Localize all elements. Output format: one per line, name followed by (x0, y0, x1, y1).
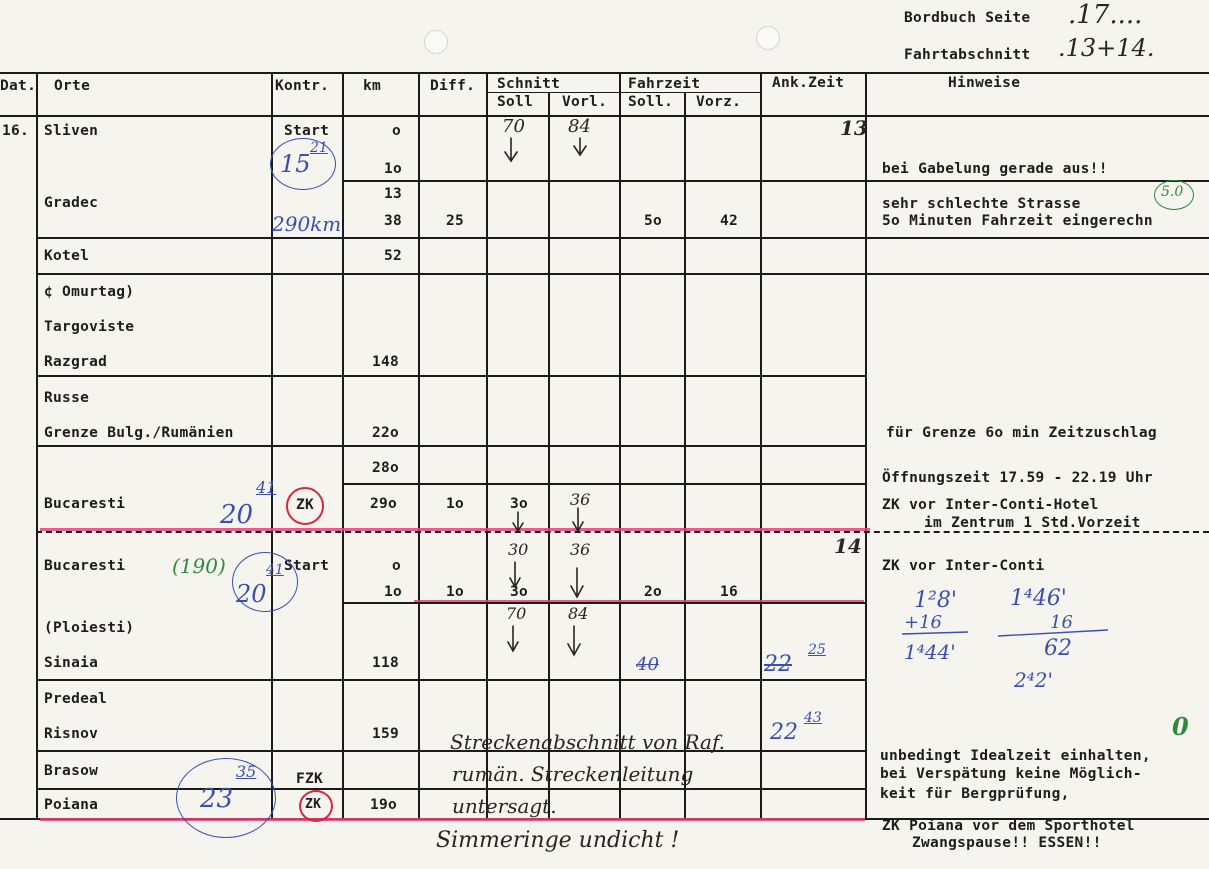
bordbuch-value: .17.... (1068, 0, 1143, 30)
hinweis-zk-inter-conti: ZK vor Inter-Conti (882, 558, 1045, 574)
schnitt-soll-30-2: 3o (510, 584, 529, 600)
schnitt-soll-30-1: 3o (510, 496, 529, 512)
hw-soll-30-c: 30 (508, 540, 529, 559)
col-dat: Dat. (0, 78, 37, 94)
km-159: 159 (372, 726, 400, 742)
place-predeal: Predeal (44, 691, 108, 707)
hw-calc-2: +16 (904, 612, 942, 633)
place-razgrad: Razgrad (44, 354, 108, 370)
km-o-2: o (392, 558, 402, 574)
arrow-soll-4 (508, 626, 518, 651)
arrow-soll-2 (513, 512, 523, 531)
hw-calc-7: 2⁴2' (1014, 668, 1053, 692)
hw-time-35: 35 (236, 762, 257, 781)
km-118: 118 (372, 655, 400, 671)
hinweis-bergpruefung: keit für Bergprüfung, (880, 786, 1070, 802)
calc-line-2 (998, 630, 1108, 636)
kontr-start-2: Start (284, 558, 330, 574)
hw-zero: 0 (1172, 712, 1189, 741)
km-290: 29o (370, 496, 398, 512)
hinweis-strasse: sehr schlechte Strasse (882, 196, 1081, 212)
hinweis-zk-poiana: ZK Poiana vor dem Sporthotel (882, 818, 1135, 834)
col-kontr: Kontr. (275, 78, 330, 94)
hw-vorl-84-1: 84 (568, 116, 591, 137)
fahrzeit-soll-50: 5o (644, 213, 663, 229)
place-kotel: Kotel (44, 248, 90, 264)
bordbuch-label: Bordbuch Seite (904, 10, 1031, 26)
abschnitt-label: Fahrtabschnitt (904, 47, 1031, 63)
hw-struck-22: 22 (764, 652, 792, 677)
hw-note-line-4: Simmeringe undicht ! (436, 828, 680, 853)
hw-note-line-3: untersagt. (452, 794, 557, 818)
col-fahrzeit: Fahrzeit (628, 76, 701, 92)
hw-calc-5: 16 (1050, 612, 1073, 633)
hinweis-fahrzeit: 5o Minuten Fahrzeit eingerechn (882, 213, 1153, 229)
hw-time-25: 25 (808, 642, 826, 658)
place-sliven: Sliven (44, 123, 99, 139)
hinweis-zentrum: im Zentrum 1 Std.Vorzeit (924, 515, 1141, 531)
kontr-fzk: FZK (296, 771, 324, 787)
diff-10-1: 1o (446, 496, 465, 512)
hw-time-20-b: 20 (236, 580, 267, 608)
col-hinweise: Hinweise (948, 75, 1021, 91)
hw-note-line-1: Streckenabschnitt von Raf. (450, 730, 726, 754)
km-220: 22o (372, 425, 400, 441)
col-fahrzeit-soll: Soll. (628, 94, 674, 110)
place-brasow: Brasow (44, 763, 99, 779)
col-soll: Soll (497, 94, 534, 110)
hw-vorl-36-1: 36 (570, 490, 591, 509)
place-grenze: Grenze Bulg./Rumänien (44, 425, 234, 441)
place-sinaia: Sinaia (44, 655, 99, 671)
arrow-vorl-4 (568, 626, 580, 655)
hw-vorl-36-2: 36 (570, 540, 591, 559)
hw-290km: 290km (272, 212, 342, 236)
arrow-vorl-3 (571, 568, 583, 597)
col-vorl: Vorl. (562, 94, 608, 110)
km-o-1: o (392, 123, 402, 139)
fahrzeit-soll-20: 2o (644, 584, 663, 600)
place-targoviste: Targoviste (44, 319, 135, 335)
km-10-2: 1o (384, 584, 403, 600)
km-190: 19o (370, 797, 398, 813)
hw-soll-70-1: 70 (502, 116, 525, 137)
km-10-1: 1o (384, 161, 403, 177)
hw-time-20-a: 20 (220, 500, 254, 530)
hw-segment-14: 14 (834, 534, 862, 558)
col-fahrzeit-vorz: Vorz. (696, 94, 742, 110)
col-schnitt: Schnitt (497, 76, 561, 92)
kontr-zk-1: ZK (296, 497, 315, 513)
place-russe: Russe (44, 390, 90, 406)
hinweis-idealzeit: unbedingt Idealzeit einhalten, (880, 748, 1151, 764)
kontr-start-1: Start (284, 123, 330, 139)
col-diff: Diff. (430, 78, 476, 94)
hinweis-grenze: für Grenze 6o min Zeitzuschlag (886, 425, 1157, 441)
calc-line-1 (902, 632, 968, 634)
hw-vorl-84-2: 84 (568, 604, 589, 623)
fahrzeit-vorz-16: 16 (720, 584, 739, 600)
place-bucaresti-2: Bucaresti (44, 558, 126, 574)
arrow-soll-3 (510, 562, 520, 587)
col-km: km (363, 78, 382, 94)
hw-time-21: 21 (310, 140, 328, 156)
hw-time-22: 22 (770, 720, 798, 745)
place-poiana: Poiana (44, 797, 99, 813)
hw-struck-40: 40 (636, 654, 659, 675)
abschnitt-value: .13+14. (1058, 34, 1155, 62)
place-gradec: Gradec (44, 195, 99, 211)
col-ank-zeit: Ank.Zeit (772, 75, 845, 91)
hw-segment-13: 13 (840, 116, 868, 140)
kontr-zk-2: ZK (305, 797, 322, 812)
km-38: 38 (384, 213, 403, 229)
diff-10-2: 1o (446, 584, 465, 600)
hw-time-41-a: 41 (256, 478, 277, 497)
hinweis-oeffnung: Öffnungszeit 17.59 - 22.19 Uhr (882, 470, 1153, 486)
hinweis-zwangspause: Zwangspause!! ESSEN!! (912, 835, 1102, 851)
hw-calc-4: 1⁴46' (1010, 586, 1067, 611)
hw-soll-70-2: 70 (506, 604, 527, 623)
date-cell: 16. (2, 123, 30, 139)
diff-25: 25 (446, 213, 465, 229)
hw-time-43: 43 (804, 710, 822, 726)
hw-calc-3: 1⁴44' (904, 640, 956, 664)
hinweis-zk-inter-conti-hotel: ZK vor Inter-Conti-Hotel (882, 497, 1099, 513)
hw-190: (190) (172, 554, 226, 578)
hw-time-15: 15 (280, 150, 311, 178)
hw-time-23: 23 (200, 784, 234, 814)
hw-note-line-2: rumän. Streckenleitung (452, 762, 694, 786)
arrow-soll-1 (505, 138, 517, 161)
arrow-vorl-2 (573, 508, 583, 531)
hinweis-gabelung: bei Gabelung gerade aus!! (882, 161, 1108, 177)
km-52: 52 (384, 248, 403, 264)
hw-calc-6: 62 (1044, 636, 1072, 661)
km-148: 148 (372, 354, 400, 370)
fahrzeit-vorz-42: 42 (720, 213, 739, 229)
place-bucaresti-1: Bucaresti (44, 496, 126, 512)
km-13: 13 (384, 186, 403, 202)
hw-time-41-b: 41 (266, 562, 284, 578)
place-risnov: Risnov (44, 726, 99, 742)
hinweis-verspaetung: bei Verspätung keine Möglich- (880, 766, 1142, 782)
col-orte: Orte (54, 78, 91, 94)
hw-5-0: 5.0 (1161, 184, 1184, 200)
arrow-vorl-1 (574, 138, 586, 155)
place-ploiesti: (Ploiesti) (44, 620, 135, 636)
place-omurtag: ¢ Omurtag) (44, 284, 135, 300)
km-280: 28o (372, 460, 400, 476)
hw-calc-1: 1²8' (914, 588, 957, 613)
